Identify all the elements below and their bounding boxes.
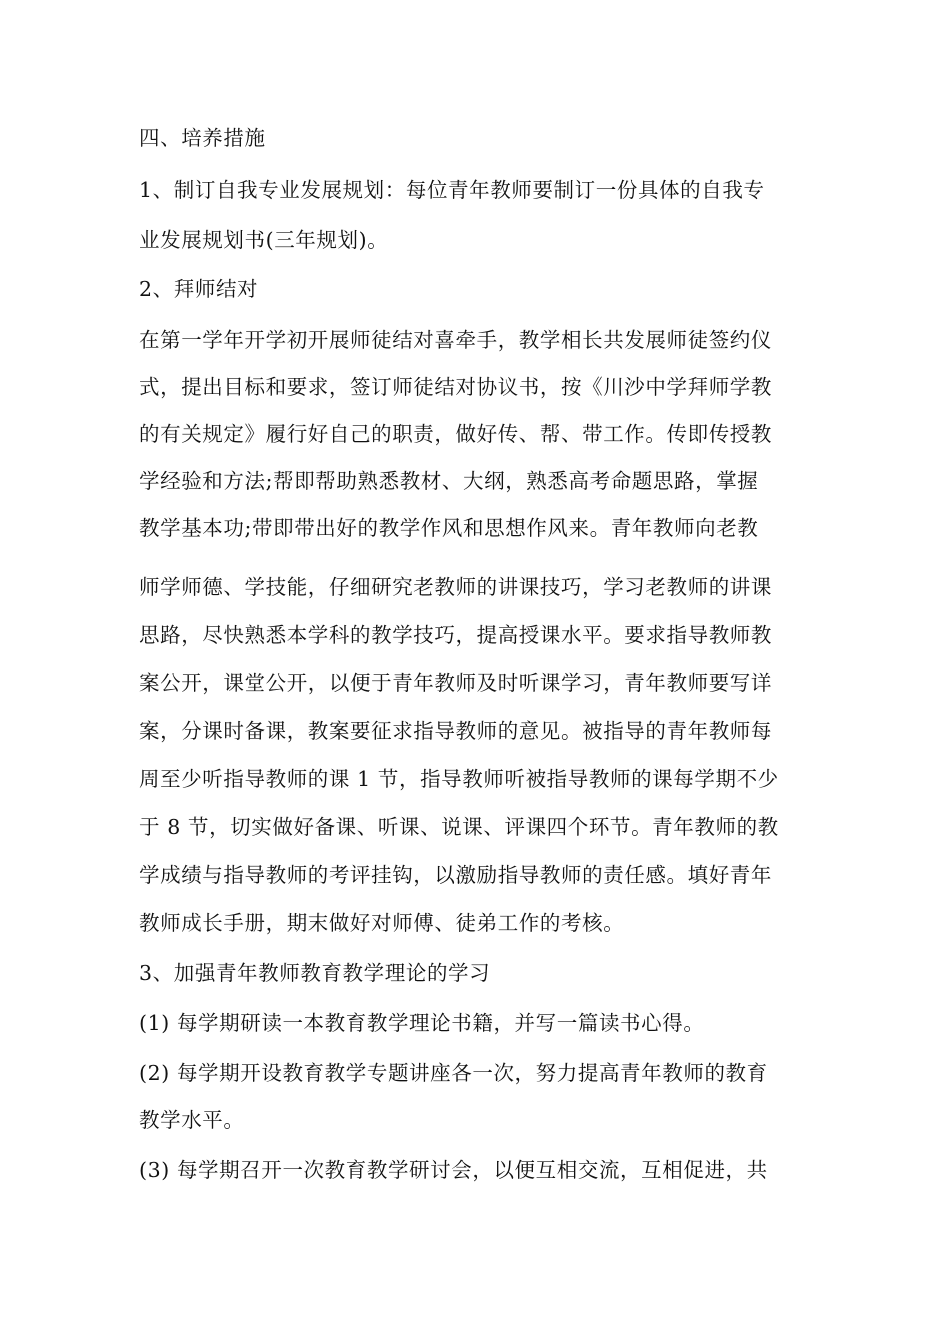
text-line: 业发展规划书(三年规划)。 bbox=[139, 228, 389, 252]
section-heading: 四、培养措施 bbox=[139, 126, 266, 150]
list-item: (3) 每学期召开一次教育教学研讨会，以便互相交流，互相促进，共 bbox=[139, 1158, 768, 1182]
text-line: 案公开，课堂公开，以便于青年教师及时听课学习，青年教师要写详 bbox=[139, 671, 772, 695]
text-line: 教学基本功;带即带出好的教学作风和思想作风来。青年教师向老教 bbox=[139, 516, 759, 540]
text-line: 于 8 节，切实做好备课、听课、说课、评课四个环节。青年教师的教 bbox=[139, 815, 779, 839]
text-line: 师学师德、学技能，仔细研究老教师的讲课技巧，学习老教师的讲课 bbox=[139, 575, 772, 599]
text-line: 学经验和方法;帮即帮助熟悉教材、大纲，熟悉高考命题思路，掌握 bbox=[139, 469, 759, 493]
list-item: (2) 每学期开设教育教学专题讲座各一次，努力提高青年教师的教育 bbox=[139, 1061, 768, 1085]
text-line: 在第一学年开学初开展师徒结对喜牵手，教学相长共发展师徒签约仪 bbox=[139, 328, 772, 352]
text-line: 思路，尽快熟悉本学科的教学技巧，提高授课水平。要求指导教师教 bbox=[139, 623, 772, 647]
text-line: 的有关规定》履行好自己的职责，做好传、帮、带工作。传即传授教 bbox=[139, 422, 772, 446]
text-line: 教学水平。 bbox=[139, 1108, 245, 1132]
text-line: 1、制订自我专业发展规划：每位青年教师要制订一份具体的自我专 bbox=[139, 178, 765, 202]
text-line: 学成绩与指导教师的考评挂钩，以激励指导教师的责任感。填好青年 bbox=[139, 863, 772, 887]
subsection-heading: 3、加强青年教师教育教学理论的学习 bbox=[139, 961, 491, 985]
text-line: 案，分课时备课，教案要征求指导教师的意见。被指导的青年教师每 bbox=[139, 719, 772, 743]
text-line: 式，提出目标和要求，签订师徒结对协议书，按《川沙中学拜师学教 bbox=[139, 375, 772, 399]
list-item: (1) 每学期研读一本教育教学理论书籍，并写一篇读书心得。 bbox=[139, 1011, 705, 1035]
text-line: 周至少听指导教师的课 1 节，指导教师听被指导教师的课每学期不少 bbox=[139, 767, 779, 791]
text-line: 教师成长手册，期末做好对师傅、徒弟工作的考核。 bbox=[139, 911, 625, 935]
subsection-heading: 2、拜师结对 bbox=[139, 277, 259, 301]
